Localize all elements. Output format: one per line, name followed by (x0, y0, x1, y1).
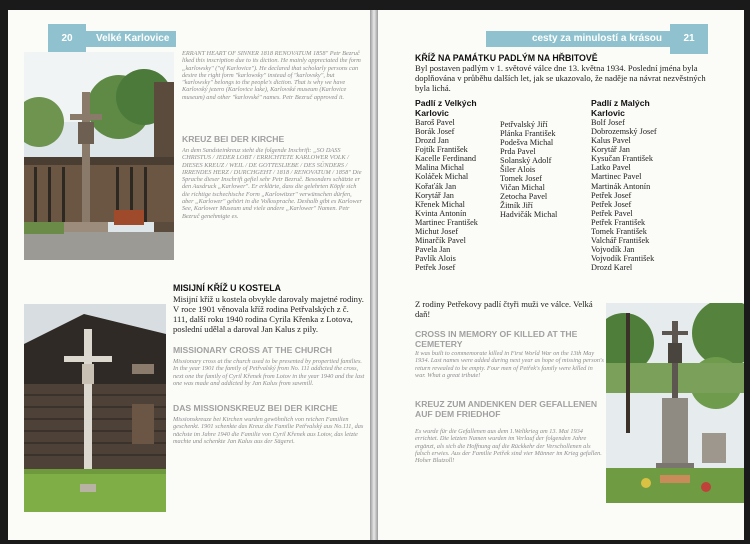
name-entry: Martinec Pavel (591, 172, 642, 182)
name-entry: Minarčík Pavel (415, 235, 466, 245)
names-column-velke (415, 99, 499, 272)
left-page (8, 10, 370, 540)
name-entry: Petřvalský Jiří (500, 120, 548, 129)
name-entry: Fojtík František (415, 145, 468, 155)
name-entry: Prda Pavel (500, 147, 536, 157)
name-entry: Plánka František (500, 129, 556, 139)
de-missions-text: Missionskreuze bei Kirchen wurden gewöhnlich von reichen Familien geschenkt. 1901 schenkte das Kreuz die Familie Petřvalský aus No.111, das nächste im Jahre 1940 die Familie von Cyril Křenek aus Lotov, das letzte machte und schenkte Jan Kalus aus der Sägerei. (173, 416, 364, 445)
name-entry: Korytář Jan (591, 145, 630, 155)
en-memorial-text: It was built to commemorate killed in First World War on the 13th May 1934. Last names were added during next year as hope of missing person's return revealed to be empty. Four men of Petřek's family were killed in war. What a great tribute! (415, 350, 604, 379)
name-entry: Solanský Adolf (500, 156, 552, 166)
cz-memorial-text: Byl postaven padlým v 1. světové válce dne 13. května 1934. Poslední jména byla doplňována v průběhu dalších let, jak se ukazovalo, že naděje na návrat nezvěstných byla lichá. (415, 63, 706, 93)
left-page-number: 20 (48, 24, 86, 54)
name-entry: Podešva Michal (500, 138, 554, 148)
en-heart-text: ERRANT HEART OF SINNER 1818 RENOVATUM 1858" Petr Bezruč liked this inscription due to its diction. He mainly appreciated the form „karlowsky" ("of Karlovice"). He declared that scholarly persons can desire the right form "karlowsky" instead of "karlovsky", but "karlowsky" belongs to the people's diction. That is why we have Karlovský jezero (Karlovice lake), Karlovské museum (Karlovice museum) and other "karlovské" names. Petr Bezruč approved it. (182, 50, 361, 101)
name-entry: Pavela Jan (415, 244, 451, 254)
en-memorial-title: CROSS IN MEMORY OF KILLED AT THE CEMETERY (415, 329, 578, 349)
right-page-number: 21 (670, 24, 708, 54)
names-column-velke-cont (500, 120, 590, 220)
name-entry: Petřek Josef (415, 262, 456, 272)
col3-title: Padlí z Malých Karlovic (591, 98, 650, 118)
names-column-male (591, 99, 681, 272)
name-entry: Šiler Alois (500, 165, 536, 175)
photo-cemetery-memorial (606, 303, 744, 503)
left-header-title: Velké Karlovice (86, 31, 176, 47)
name-entry: Křenek Michal (415, 199, 465, 209)
name-entry: Tomek František (591, 226, 647, 236)
en-mission-text: Missionary cross at the church used to be presented by propertied families. In the year 1901 the family of Petřvalský from No. 111 addicted the cross, next one the family of Cyril Křenek from Lotov in the year 1940 and the last one was made and addicted by Jan Kalus from sawmill. (173, 358, 365, 387)
name-entry: Pavlík Alois (415, 253, 456, 263)
name-entry: Tomek Josef (500, 174, 543, 184)
right-page-header (378, 24, 744, 54)
name-entry: Kvinta Antonín (415, 208, 467, 218)
col1-title: Padlí z Velkých Karlovic (415, 98, 477, 118)
de-memorial-title: KREUZ ZUM ANDENKEN DER GEFALLENEN AUF DEM FRIEDHOF (415, 399, 598, 419)
name-entry: Koláček Michal (415, 172, 469, 182)
name-entry: Vičan Michal (500, 183, 545, 193)
de-memorial-text: Es wurde für die Gefallenen aus dem 1.Weltkrieg am 13. Mai 1934 errichtet. Die letzten Namen wurden im Verlauf der folgenden Jahre ergänzt, als sich die Hoffnung auf die Rückkehr der Verschollenen als falsch erwies. Aus der Familie Petřek sind vier Männer im Krieg gefallen. Hoher Blutzoll! (415, 428, 602, 465)
name-entry: Kysučan František (591, 154, 653, 164)
name-entry: Petřek František (591, 217, 646, 227)
name-entry: Michut Josef (415, 226, 459, 236)
name-entry: Kalus Pavel (591, 136, 631, 146)
name-entry: Vojvodík František (591, 253, 655, 263)
name-entry: Drozd Jan (415, 136, 449, 146)
name-entry: Dobrozemský Josef (591, 127, 657, 137)
name-entry: Baroš Pavel (415, 118, 455, 128)
name-entry: Borák Josef (415, 127, 455, 137)
photo-missionary-cross (24, 304, 166, 512)
right-header-title: cesty za minulostí a krásou (486, 31, 670, 47)
name-entry: Latko Pavel (591, 163, 631, 173)
name-entry: Zetocha Pavel (500, 192, 548, 202)
de-missions-title: DAS MISSIONSKREUZ BEI DER KIRCHE (173, 403, 338, 413)
name-entry: Kořaťák Jan (415, 181, 457, 191)
photo-sandstone-cross (24, 52, 174, 260)
name-entry: Petřek Josef (591, 199, 632, 209)
right-page (378, 10, 744, 540)
name-entry: Kacelle Ferdinand (415, 154, 477, 164)
name-entry: Valchář František (591, 235, 650, 245)
name-entry: Martinák Antonín (591, 181, 651, 191)
book-spine (370, 10, 378, 540)
en-mission-title: MISSIONARY CROSS AT THE CHURCH (173, 345, 332, 355)
name-entry: Martinec František (415, 217, 478, 227)
cz-misijni-text: Misijní kříž u kostela obvykle darovaly majetné rodiny. V roce 1901 věnovala kříž rodina Petřvalských z č. 111, další roku 1940 rodina Cyrila Křenka z Lotova, poslední udělal a daroval Jan Kalus z pily. (173, 294, 364, 334)
name-entry: Malina Michal (415, 163, 465, 173)
cz-family-note: Z rodiny Petřekovy padlí čtyři muži ve válce. Velká daň! (415, 299, 593, 319)
name-entry: Bolf Josef (591, 118, 625, 128)
name-entry: Žitník Jiří (500, 201, 533, 211)
name-entry: Petřek Josef (591, 190, 632, 200)
de-kirche-text: An dem Sandsteinkreuz steht die folgende Inschrift: „SO DASS CHRISTUS / JEDER LOBT / ERRICHTETE KARLOWER VOLK / DIESES KREUZ / WEIL / DE GOTTESLIEBE / DES SÜNDERS / IRRENDES HERZ / DURCHGEHT / 1818 / RENOVATUM / 1858" Die Sprache dieser Inschrift gefiel sehr Petr Bezruč. Besonders schätzte er den Ausdruck „Karlower". Er erklärte, dass die gelehrten Köpfe sich die richtige tschechische Form „Karlowitzer" verwünschen dürfen, aber „Karlower" gehört in die Volkssprache. Deshalb gibt es Karlower See, Karlower Museum und viele andere „Karlower" Namen. Petr Bezruč genehmigte es. (182, 147, 363, 220)
name-entry: Korytář Jan (415, 190, 454, 200)
cz-misijni-title: MISIJNÍ KŘÍŽ U KOSTELA (173, 283, 282, 293)
name-entry: Vojvodík Jan (591, 244, 635, 254)
de-kirche-title: KREUZ BEI DER KIRCHE (182, 134, 285, 144)
name-entry: Petřek Pavel (591, 208, 633, 218)
name-entry: Drozd Karel (591, 262, 633, 272)
cz-memorial-title: KŘÍŽ NA PAMÁTKU PADLÝM NA HŘBITOVĚ (415, 53, 598, 63)
name-entry: Hadvičák Michal (500, 210, 558, 220)
